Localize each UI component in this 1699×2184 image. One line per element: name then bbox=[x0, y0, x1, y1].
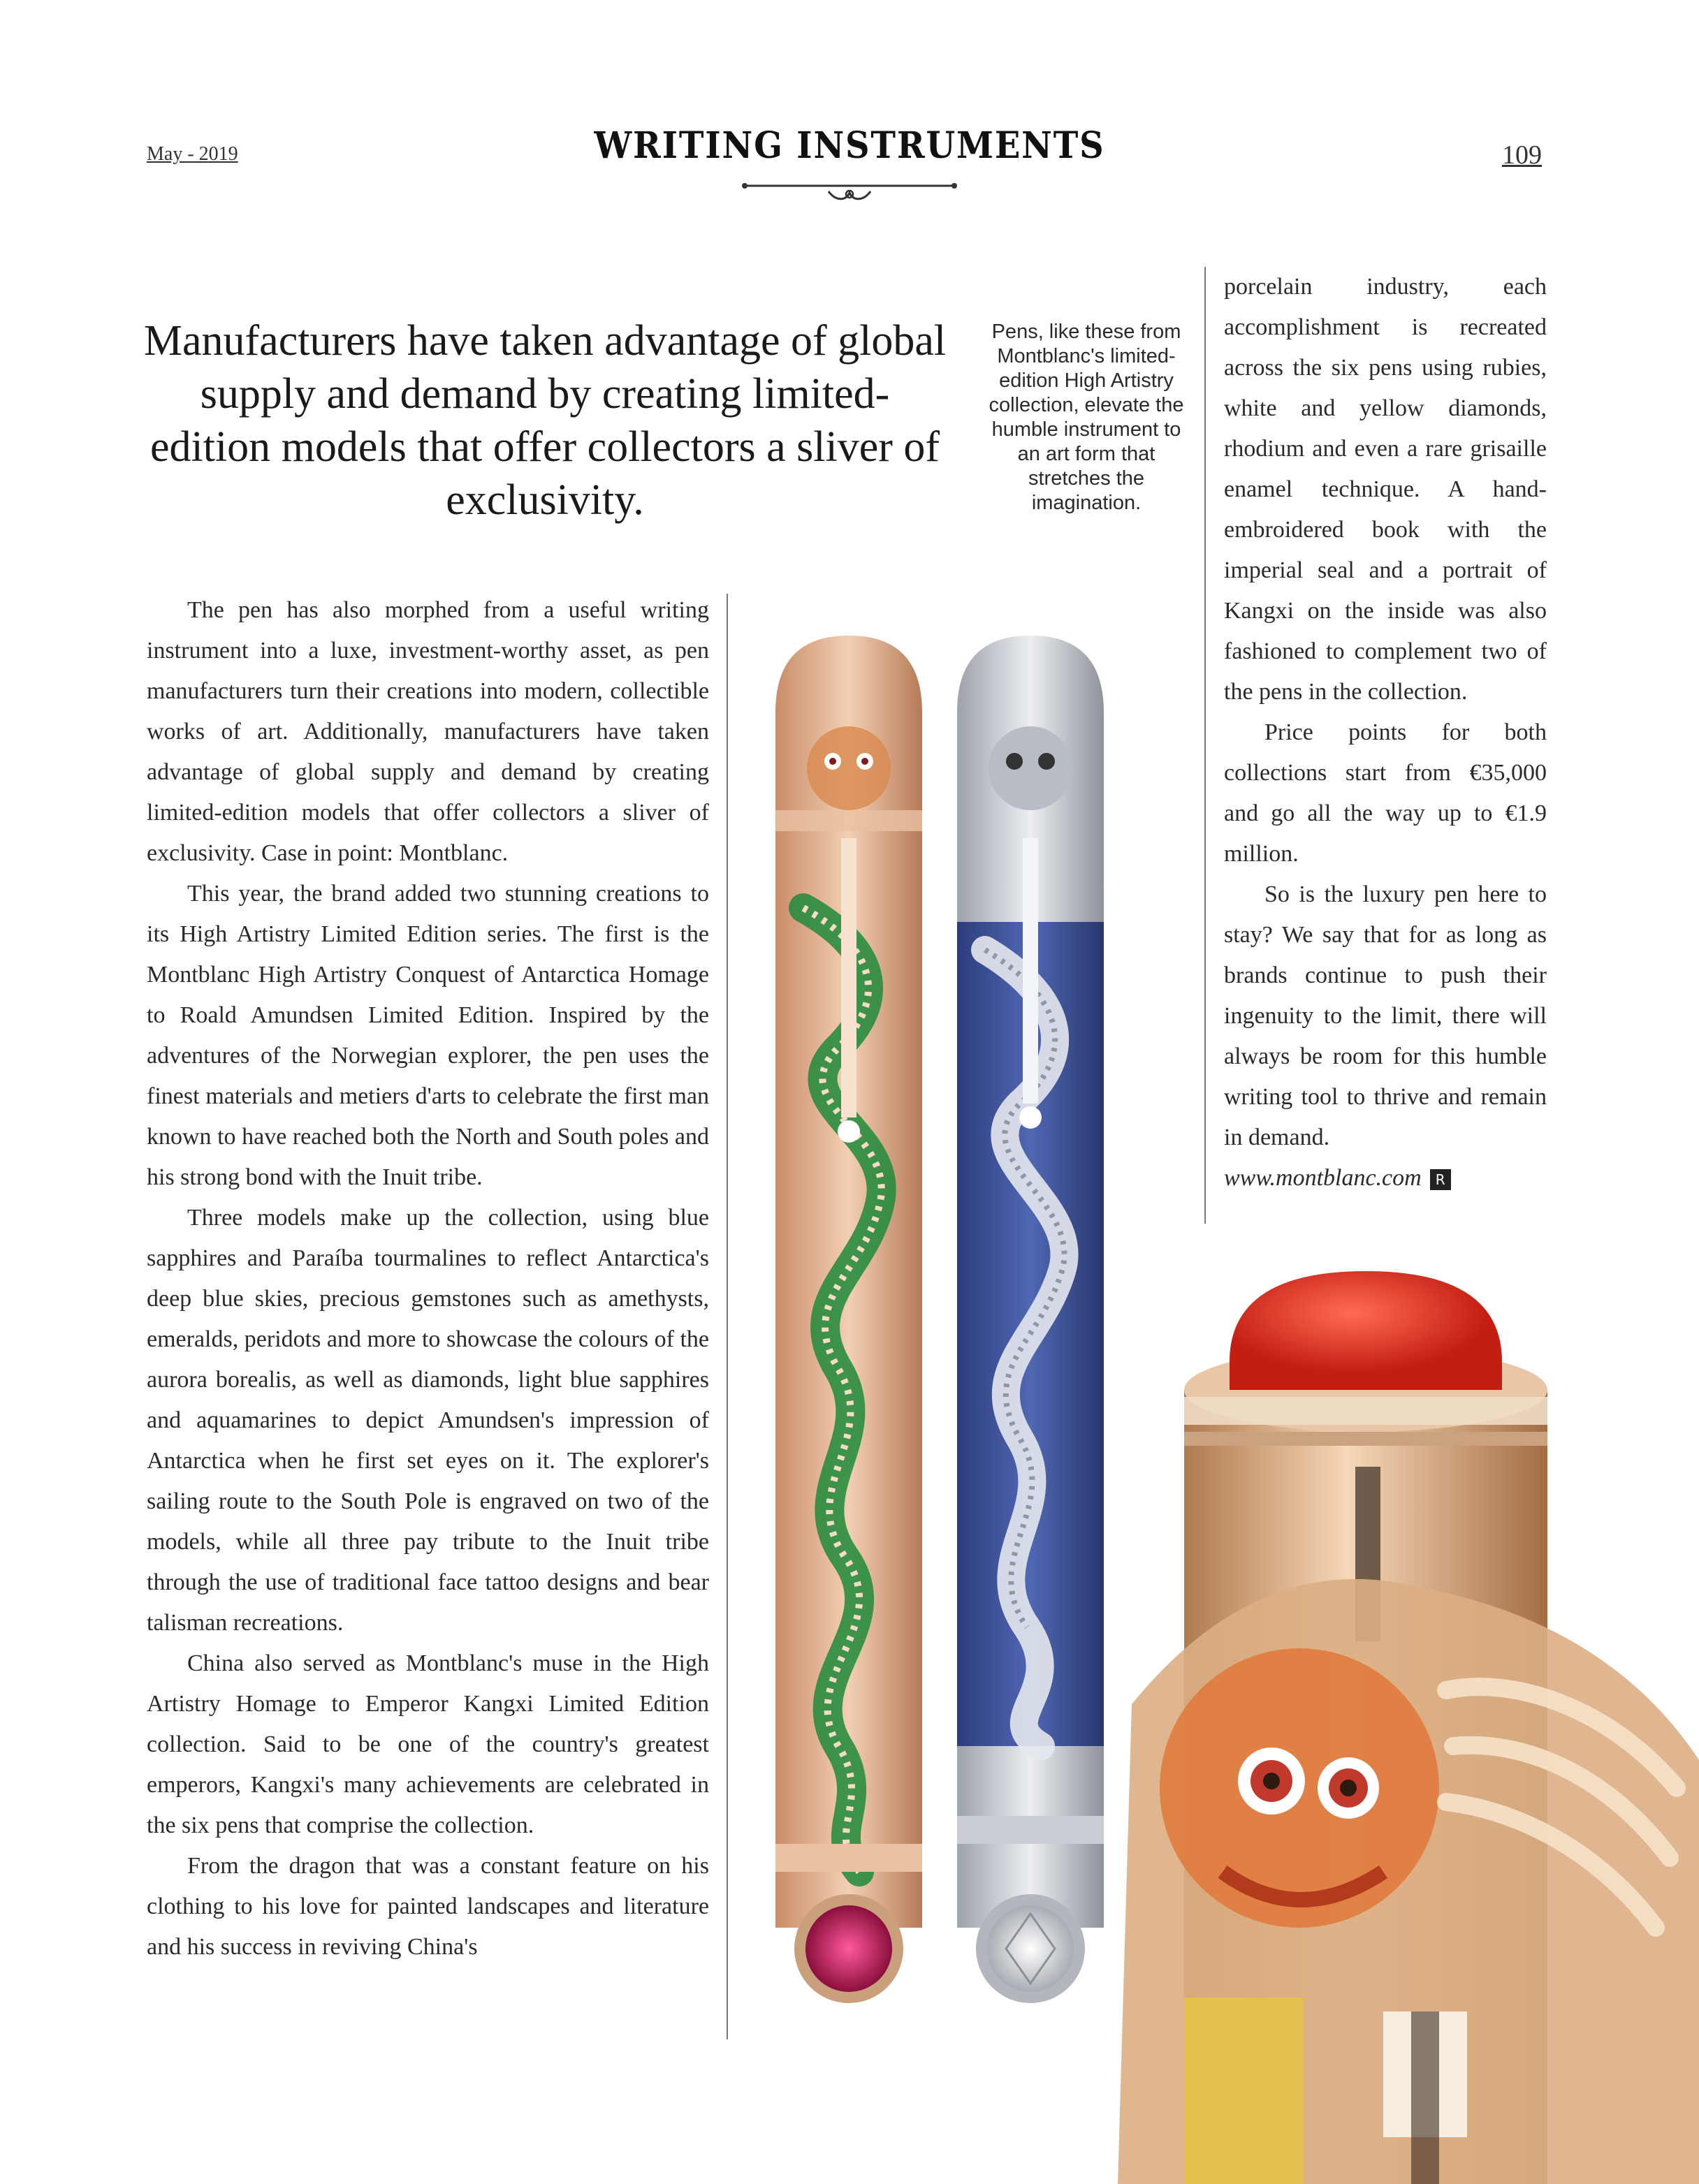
body-paragraph: The pen has also morphed from a useful writing instrument into a luxe, investment-worthy asset, as pen manufacturers turn their creations into modern, collectible works of art. Additionally, manufacturers have taken advantage of global supply and demand by creating limited-edition models that offer collectors a sliver of exclusivity. Case in point: Montblanc. bbox=[147, 597, 709, 866]
dragon-head bbox=[1160, 1648, 1439, 1928]
page-number: 109 bbox=[1502, 140, 1542, 170]
body-paragraph: China also served as Montblanc's muse in the High Artistry Homage to Emperor Kangxi Limited Edition collection. Said to be one of the country's greatest emperors, Kangxi's many achievements are celebrated in the six pens that comprise the collection. bbox=[147, 1650, 709, 1838]
body-paragraph: This year, the brand added two stunning creations to its High Artistry Limited Edition series. The first is the Montblanc High Artistry Conquest of Antarctica Homage to Roald Amundsen Limited Edition. Inspired by the adventures of the Norwegian explorer, the pen uses the finest materials and metiers d'arts to celebrate the first man known to have reached both the North and South poles and his strong bond with the Inuit tribe. bbox=[147, 881, 709, 1190]
website-link[interactable]: www.montblanc.com bbox=[1224, 1165, 1422, 1191]
rose-gold-dragon-pen bbox=[775, 636, 922, 2003]
article-body-right bbox=[1224, 267, 1547, 1199]
pen-cap-closeup-photo bbox=[1118, 1257, 1699, 2184]
body-paragraph: Price points for both collections start from €35,000 and go all the way up to €1.9 million. bbox=[1224, 719, 1547, 867]
column-divider-right bbox=[1204, 267, 1206, 1224]
pens-photo bbox=[754, 629, 1146, 2032]
section-title: WRITING INSTRUMENTS bbox=[594, 124, 1105, 167]
body-paragraph: Three models make up the collection, using blue sapphires and Paraíba tourmalines to reflect Antarctica's deep blue skies, precious gemstones such as amethysts, emeralds, peridots and more to showcase the colours of the aurora borealis, as well as diamonds, light blue sapphires and aquamarines to depict Amundsen's impression of Antarctica when he first set eyes on it. The explorer's sailing route to the South Pole is engraved on two of the models, while all three pay tribute to the Inuit tribe through the use of traditional face tattoo designs and bear talisman recreations. bbox=[147, 1205, 709, 1636]
issue-date: May - 2019 bbox=[147, 143, 238, 165]
article-body-left bbox=[147, 590, 709, 1967]
image-caption: Pens, like these from Montblanc's limited-edition High Artistry collection, elevate the humble instrument to an art form that stretches the imagination. bbox=[989, 321, 1184, 514]
end-mark-icon: R bbox=[1430, 1169, 1451, 1190]
pull-quote: Manufacturers have taken advantage of global supply and demand by creating limited-edition models that offer collectors a sliver of exclusivity. bbox=[143, 317, 947, 524]
white-gold-sapphire-dragon-pen bbox=[957, 636, 1104, 2003]
column-divider-left bbox=[727, 594, 728, 2039]
article-footer bbox=[1224, 1158, 1547, 1199]
body-paragraph: So is the luxury pen here to stay? We say that for as long as brands continue to push their ingenuity to the limit, there will always be room for this humble writing tool to thrive and remain in demand. bbox=[1224, 881, 1547, 1150]
body-paragraph: From the dragon that was a constant feature on his clothing to his love for painted landscapes and literature and his success in reviving China's bbox=[147, 1853, 709, 1960]
flourish-ornament-icon bbox=[738, 176, 961, 204]
body-paragraph-continued: porcelain industry, each accomplishment is recreated across the six pens using rubies, white and yellow diamonds, rhodium and even a rare grisaille enamel technique. A hand-embroidered book with the imperial seal and a portrait of Kangxi on the inside was also fashioned to complement two of the pens in the collection. bbox=[1224, 274, 1547, 705]
